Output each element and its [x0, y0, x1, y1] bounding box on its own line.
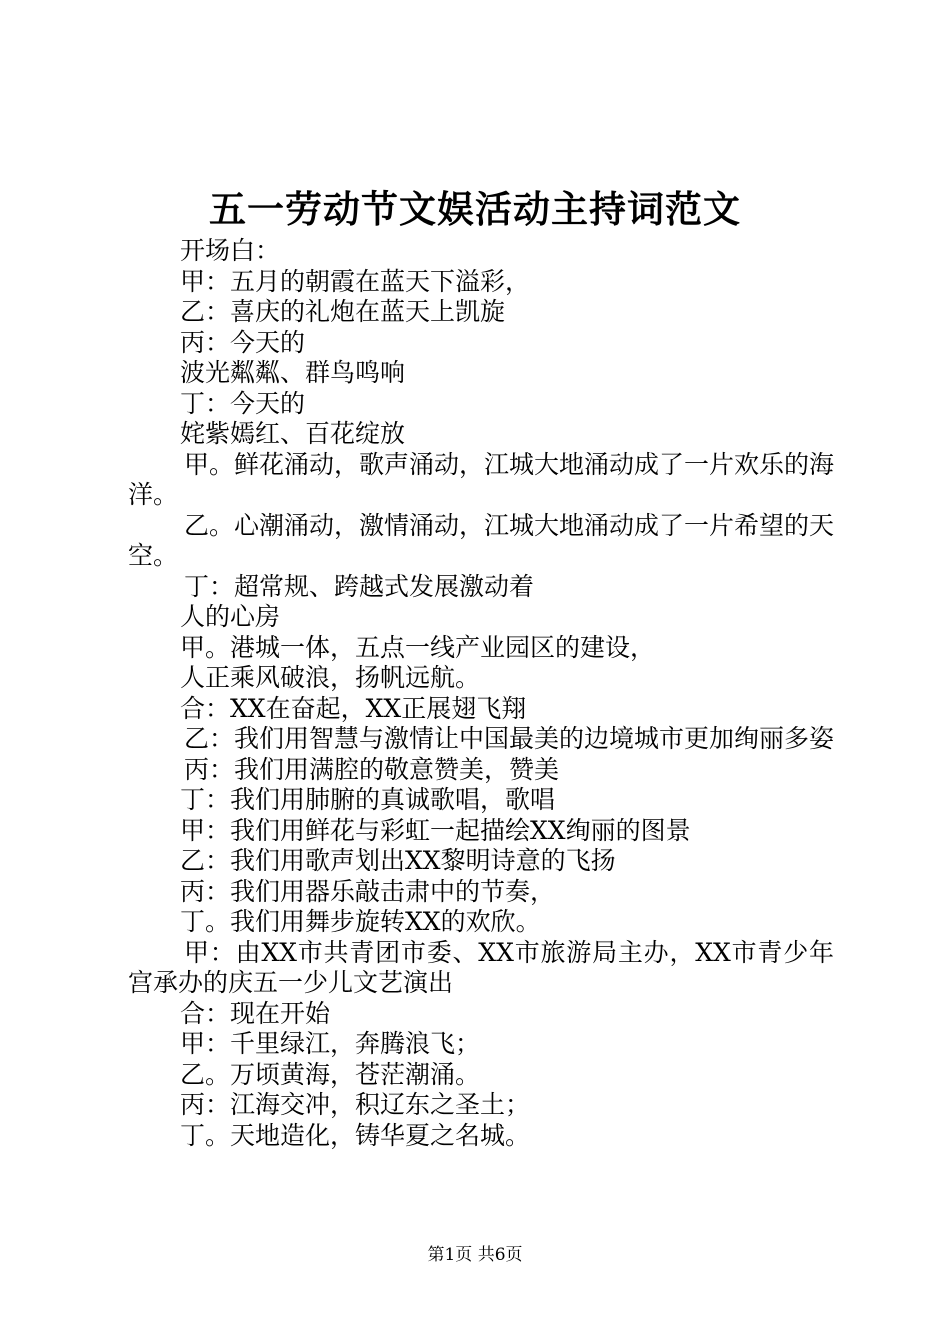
paragraph: 丁。我们用舞步旋转XX的欢欣。	[180, 907, 541, 936]
paragraph: 丁：今天的	[180, 388, 306, 418]
paragraph: 合：现在开始	[180, 998, 331, 1028]
paragraph: 开场白：	[180, 236, 281, 265]
paragraph: 甲。鲜花涌动，歌声涌动，江城大地涌动成了一片欢乐的海洋。	[128, 449, 835, 509]
paragraph: 甲。港城一体，五点一线产业园区的建设，	[180, 632, 656, 662]
document-title: 五一劳动节文娱活动主持词范文	[209, 187, 741, 231]
paragraph: 乙：喜庆的礼炮在蓝天上凯旋	[180, 297, 506, 326]
paragraph: 甲：五月的朝霞在蓝天下溢彩，	[180, 266, 531, 296]
document-body	[128, 236, 834, 1151]
paragraph: 丙：我们用器乐敲击肃中的节奏，	[180, 876, 556, 906]
paragraph: 合：XX在奋起，XX正展翅飞翔	[180, 693, 527, 723]
paragraph: 乙：我们用歌声划出XX黎明诗意的飞扬	[180, 846, 616, 875]
paragraph: 丙：江海交冲，积辽东之圣土；	[180, 1090, 531, 1119]
paragraph: 人的心房	[180, 602, 281, 631]
paragraph: 丙：我们用满腔的敬意赞美，赞美	[184, 754, 560, 784]
paragraph: 丁：我们用肺腑的真诚歌唱，歌唱	[180, 785, 556, 814]
paragraph: 波光粼粼、群鸟鸣响	[180, 358, 406, 387]
paragraph: 丁。天地造化，铸华夏之名城。	[180, 1120, 531, 1150]
paragraph: 乙。万顷黄海，苍茫潮涌。	[180, 1059, 481, 1089]
paragraph: 丁：超常规、跨越式发展激动着	[184, 571, 535, 601]
paragraph: 丙：今天的	[180, 327, 306, 357]
paragraph: 乙：我们用智慧与激情让中国最美的边境城市更加绚丽多姿	[184, 724, 835, 753]
paragraph: 乙。心潮涌动，激情涌动，江城大地涌动成了一片希望的天空。	[128, 510, 835, 570]
paragraph: 甲：由XX市共青团市委、XX市旅游局主办，XX市青少年宫承办的庆五一少儿文艺演出	[128, 937, 834, 997]
paragraph: 甲：千里绿江，奔腾浪飞；	[180, 1029, 481, 1058]
paragraph: 甲：我们用鲜花与彩虹一起描绘XX绚丽的图景	[180, 815, 691, 845]
page-footer: 第1页 共6页	[427, 1245, 523, 1265]
paragraph: 人正乘风破浪，扬帆远航。	[180, 663, 481, 692]
paragraph: 姹紫嫣红、百花绽放	[180, 419, 406, 448]
